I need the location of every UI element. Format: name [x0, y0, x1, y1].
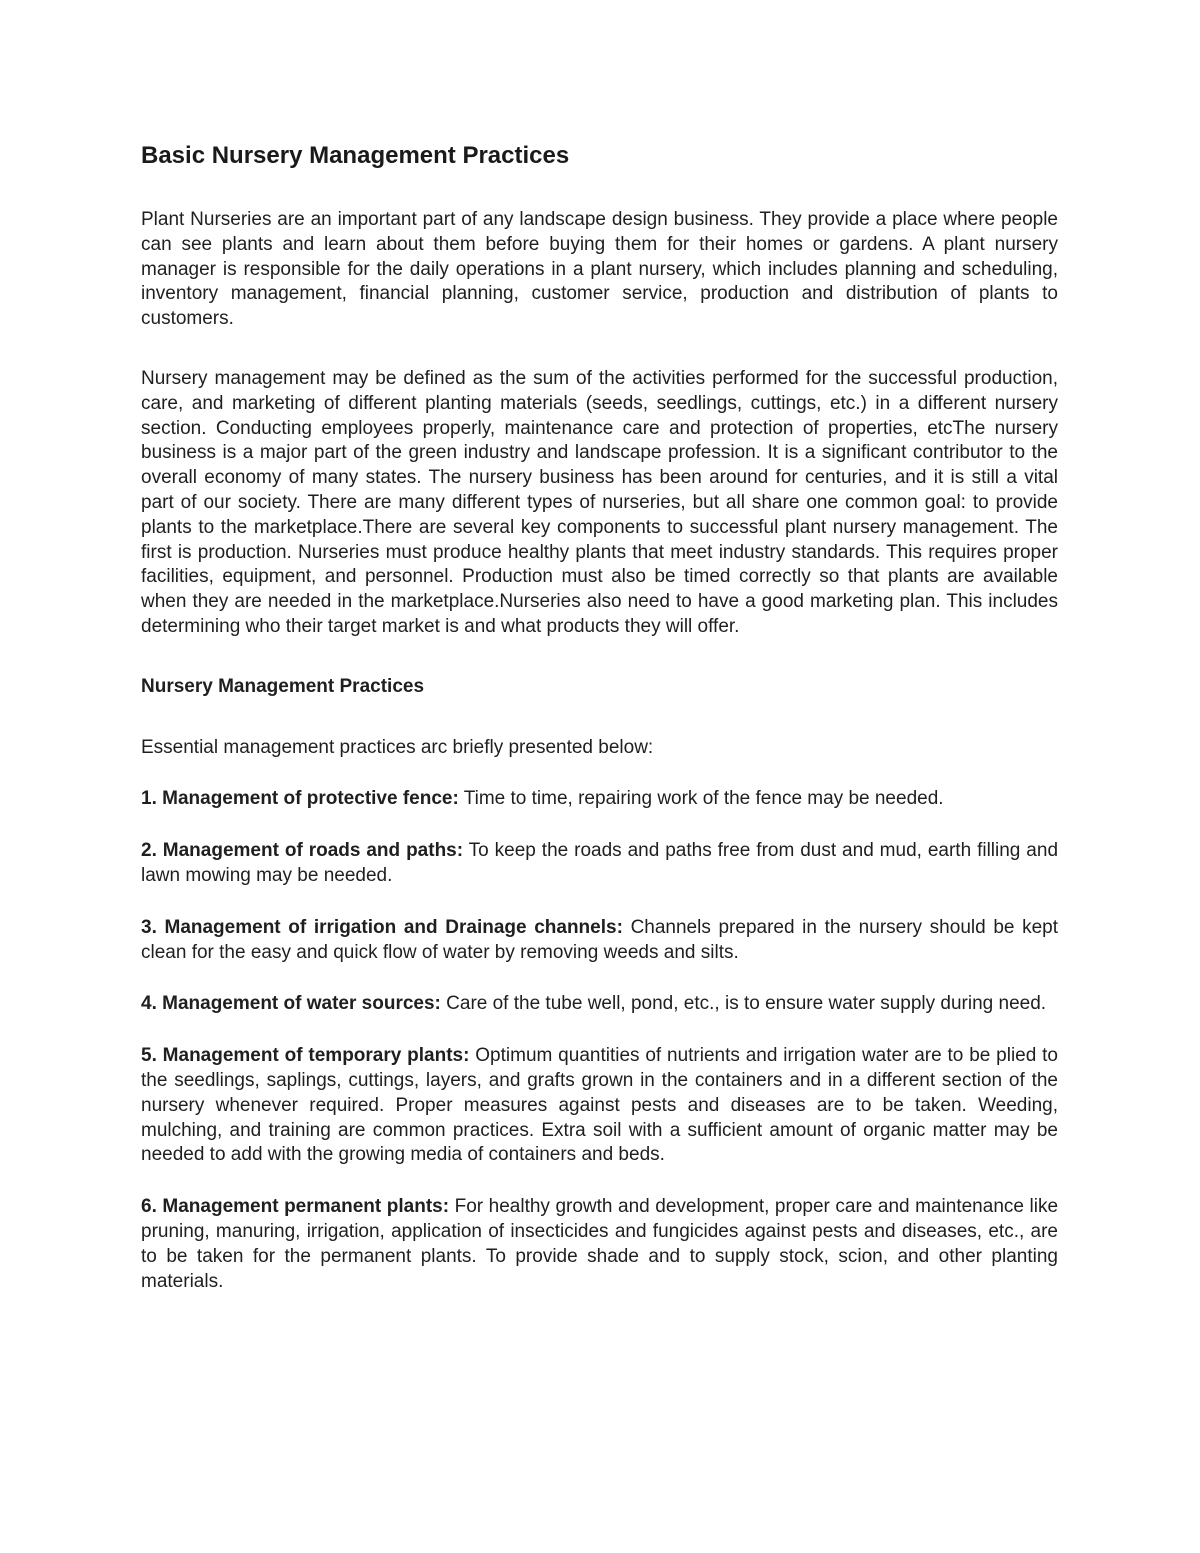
practice-label: 4. Management of water sources: [141, 993, 441, 1015]
lead-in-text: Essential management practices arc briefly presented below: [141, 736, 654, 758]
practice-item-roads [141, 839, 1058, 889]
practice-item-water-sources [141, 992, 1058, 1017]
practice-label: 5. Management of temporary plants: [141, 1045, 470, 1067]
practice-label: 6. Management permanent plants: [141, 1196, 450, 1218]
document-body [141, 138, 1058, 1321]
practice-text: Time to time, repairing work of the fence may be needed. [463, 788, 944, 810]
practice-text: Channels prepared in the nursery should be kept clean for the easy and quick flow of water by removing weeds and silts. [141, 916, 1059, 963]
practice-item-irrigation [141, 916, 1058, 966]
practice-label: 2. Management of roads and paths: [141, 840, 464, 862]
practice-text: Optimum quantities of nutrients and irrigation water are to be plied to the seedlings, saplings, cuttings, layers, and grafts grown in the containers and in a different section of the nursery whenever required. Proper measures against pests and diseases are to be taken. Weeding, mulching, and training are common practices. Extra soil with a sufficient amount of organic matter may be needed to add with the growing media of containers and beds. [141, 1045, 1058, 1166]
practice-label: 1. Management of protective fence: [141, 788, 459, 810]
practice-label: 3. Management of irrigation and Drainage channels: [141, 916, 623, 938]
practice-item-fence [141, 787, 1058, 812]
practice-text: To keep the roads and paths free from dust and mud, earth filling and lawn mowing may be needed. [141, 840, 1059, 886]
page-title: Basic Nursery Management Practices [141, 142, 570, 169]
intro-paragraph: Plant Nurseries are an important part of any landscape design business. They provide a place where people can see plants and learn about them before buying them for their homes or gardens. A plant nursery manager is responsible for the daily operations in a plant nursery, which includes planning and scheduling, inventory management, financial planning, customer service, production and distribution of plants to customers. [141, 209, 1058, 330]
practice-text: For healthy growth and development, proper care and maintenance like pruning, manuring, irrigation, application of insecticides and fungicides against pests and diseases, etc., are to be taken for the permanent plants. To provide shade and to supply stock, scion, and other planting materials. [141, 1196, 1059, 1292]
practice-item-temporary-plants [141, 1044, 1058, 1168]
practice-text: Care of the tube well, pond, etc., is to ensure water supply during need. [446, 993, 1047, 1015]
practice-item-permanent-plants [141, 1195, 1058, 1294]
intro-paragraph: Nursery management may be defined as the sum of the activities performed for the successful production, care, and marketing of different planting materials (seeds, seedlings, cuttings, etc.) in a different nursery section. Conducting employees properly, maintenance care and protection of properties, etcThe nursery business is a major part of the green industry and landscape profession. It is a significant contributor to the overall economy of many states. The nursery business has been around for centuries, and it is still a vital part of our society. There are many different types of nurseries, but all share one common goal: to provide plants to the marketplace.There are several key components to successful plant nursery management. The first is production. Nurseries must produce healthy plants that meet industry standards. This requires proper facilities, equipment, and personnel. Production must also be timed correctly so that plants are available when they are needed in the marketplace.Nurseries also need to have a good marketing plan. This includes determining who their target market is and what products they will offer. [141, 367, 1058, 637]
section-heading: Nursery Management Practices [141, 675, 425, 697]
